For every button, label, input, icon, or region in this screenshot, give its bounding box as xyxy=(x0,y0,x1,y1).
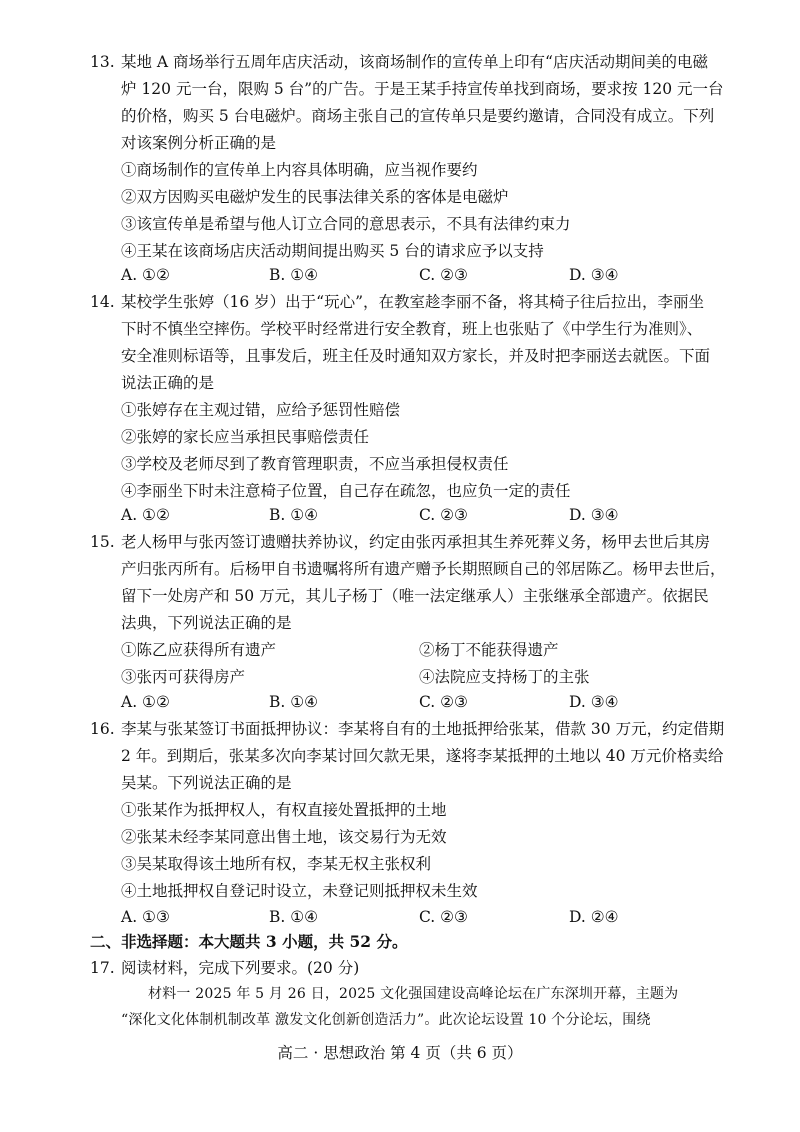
question-16-option-d: D. ②④ xyxy=(569,908,619,926)
question-14-item-1: ①张婷存在主观过错，应给予惩罚性赔偿 xyxy=(121,401,401,419)
question-17-number: 17. xyxy=(90,959,115,977)
question-13-item-3: ③该宣传单是希望与他人订立合同的意思表示，不具有法律约束力 xyxy=(121,215,571,233)
question-13-line-4: 对该案例分析正确的是 xyxy=(121,134,277,152)
question-13-number: 13. xyxy=(90,53,115,71)
question-13-item-2: ②双方因购买电磁炉发生的民事法律关系的客体是电磁炉 xyxy=(121,188,509,206)
question-14-line-2: 下时不慎坐空摔伤。学校平时经常进行安全教育，班上也张贴了《中学生行为准则》、 xyxy=(121,320,703,338)
question-15-option-a: A. ①② xyxy=(121,693,170,711)
question-15-option-b: B. ①④ xyxy=(269,693,319,711)
question-16-option-c: C. ②③ xyxy=(419,908,468,926)
section-2-heading: 二、非选择题：本大题共 3 小题，共 52 分。 xyxy=(90,932,408,951)
question-15-option-d: D. ③④ xyxy=(569,693,619,711)
question-13-option-b: B. ①④ xyxy=(269,266,319,284)
question-15-line-4: 法典，下列说法正确的是 xyxy=(121,614,292,632)
question-15-item-2: ②杨丁不能获得遗产 xyxy=(419,641,559,659)
question-15-line-1: 老人杨甲与张丙签订遗赠扶养协议，约定由张丙承担其生养死葬义务，杨甲去世后其房 xyxy=(121,533,711,551)
material-1-line-1: 材料一 2025 年 5 月 26 日，2025 文化强国建设高峰论坛在广东深圳开幕，主题为 xyxy=(148,986,679,1002)
question-14-option-b: B. ①④ xyxy=(269,506,319,524)
question-15-line-2: 产归张丙所有。后杨甲自书遗嘱将所有遗产赠予长期照顾自己的邻居陈乙。杨甲去世后， xyxy=(121,560,726,578)
question-17-intro: 阅读材料，完成下列要求。(20 分) xyxy=(121,959,360,977)
question-15-number: 15. xyxy=(90,533,115,551)
question-13-option-c: C. ②③ xyxy=(419,266,468,284)
question-14-line-1: 某校学生张婷（16 岁）出于“玩心”，在教室趁李丽不备，将其椅子往后拉出，李丽坐 xyxy=(121,293,705,311)
question-13-line-2: 炉 120 元一台，限购 5 台”的广告。于是王某手持宣传单找到商场，要求按 120 元一台 xyxy=(121,80,724,98)
question-13-option-a: A. ①② xyxy=(121,266,170,284)
question-14-item-4: ④李丽坐下时未注意椅子位置，自己存在疏忽，也应负一定的责任 xyxy=(121,482,571,500)
question-14-option-a: A. ①② xyxy=(121,506,170,524)
question-14-option-c: C. ②③ xyxy=(419,506,468,524)
question-15-option-c: C. ②③ xyxy=(419,693,468,711)
question-13-line-1: 某地 A 商场举行五周年店庆活动，该商场制作的宣传单上印有“店庆活动期间美的电磁 xyxy=(121,53,708,71)
question-16-item-2: ②张某未经李某同意出售土地，该交易行为无效 xyxy=(121,828,447,846)
material-1-line-2: “深化文化体制机制改革 激发文化创新创造活力”。此次论坛设置 10 个分论坛，围绕 xyxy=(121,1012,651,1028)
question-15-item-3: ③张丙可获得房产 xyxy=(121,668,246,686)
question-13-option-d: D. ③④ xyxy=(569,266,619,284)
question-16-line-1: 李某与张某签订书面抵押协议：李某将自有的土地抵押给张某，借款 30 万元，约定借期 xyxy=(121,720,725,738)
question-16-option-a: A. ①③ xyxy=(121,908,170,926)
question-15-line-3: 留下一处房产和 50 万元，其儿子杨丁（唯一法定继承人）主张继承全部遗产。依据民 xyxy=(121,587,709,605)
question-14-line-3: 安全准则标语等，且事发后，班主任及时通知双方家长，并及时把李丽送去就医。下面 xyxy=(121,347,711,365)
question-13-line-3: 的价格，购买 5 台电磁炉。商场主张自己的宣传单只是要约邀请，合同没有成立。下列 xyxy=(121,107,715,125)
question-16-option-b: B. ①④ xyxy=(269,908,319,926)
question-14-line-4: 说法正确的是 xyxy=(121,374,215,392)
question-16-number: 16. xyxy=(90,720,115,738)
question-16-line-2: 2 年。到期后，张某多次向李某讨回欠款无果，遂将李某抵押的土地以 40 万元价格卖给 xyxy=(121,747,724,765)
question-13-item-1: ①商场制作的宣传单上内容具体明确，应当视作要约 xyxy=(121,161,478,179)
question-13-item-4: ④王某在该商场店庆活动期间提出购买 5 台的请求应予以支持 xyxy=(121,242,544,260)
question-15-item-4: ④法院应支持杨丁的主张 xyxy=(419,668,590,686)
question-14-item-3: ③学校及老师尽到了教育管理职责，不应当承担侵权责任 xyxy=(121,455,509,473)
question-16-item-1: ①张某作为抵押权人，有权直接处置抵押的土地 xyxy=(121,801,447,819)
question-16-item-3: ③吴某取得该土地所有权，李某无权主张权利 xyxy=(121,855,432,873)
question-14-number: 14. xyxy=(90,293,115,311)
page-footer: 高二 · 思想政治 第 4 页（共 6 页） xyxy=(277,1044,523,1062)
question-15-item-1: ①陈乙应获得所有遗产 xyxy=(121,641,277,659)
question-16-item-4: ④土地抵押权自登记时设立，未登记则抵押权未生效 xyxy=(121,882,478,900)
question-16-line-3: 吴某。下列说法正确的是 xyxy=(121,774,292,792)
question-14-option-d: D. ③④ xyxy=(569,506,619,524)
question-14-item-2: ②张婷的家长应当承担民事赔偿责任 xyxy=(121,428,370,446)
